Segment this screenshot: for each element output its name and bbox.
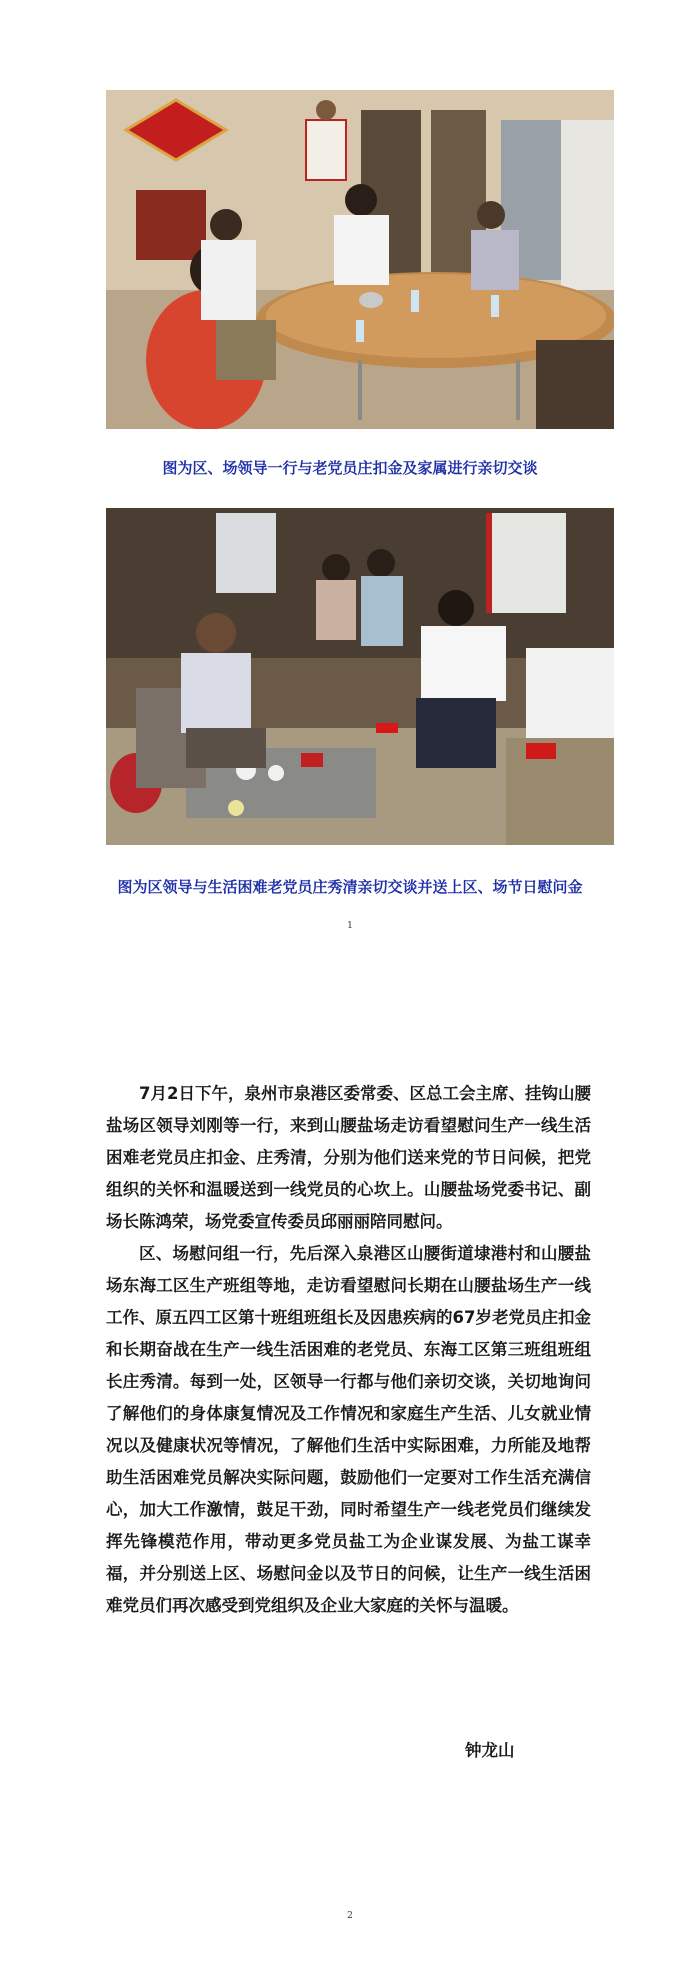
author-signature: 钟龙山 <box>465 1741 515 1760</box>
article-paragraph: 区、场慰问组一行，先后深入泉港区山腰街道埭港村和山腰盐场东海工区生产班组等地，走访看望慰问长期在山腰盐场生产一线工作、原五四工区第十班组班组长及因患疾病的67岁老党员庄扣金和长期奋战在生产一线生活困难的老党员、东海工区第三班组班组长庄秀清。每到一处，区领导一行都与他们亲切交谈，关切地询问了解他们的身体康复情况及工作情况和家庭生产生活、儿女就业情况以及健康状况等情况，了解他们生活中实际困难，力所能及地帮助生活困难党员解决实际问题，鼓励他们一定要对工作生活充满信心，加大工作激情，鼓足干劲，同时希望生产一线老党员们继续发挥先锋模范作用，带动更多党员盐工为企业谋发展、为盐工谋幸福，并分别送上区、场慰问金以及节日的问候，让生产一线生活困难党员们再次感受到党组织及企业大家庭的关怀与温暖。 <box>106 1244 591 1615</box>
page-number: 2 <box>347 1911 353 1921</box>
photo-caption-first: 图为区、场领导一行与老党员庄扣金及家属进行亲切交谈 <box>162 459 538 477</box>
page-number: 1 <box>347 921 353 931</box>
photo-leaders-with-elderly-party-member-and-family-icon <box>106 90 614 429</box>
photo-red-envelope-visit <box>106 508 614 845</box>
article-body <box>106 1078 591 1622</box>
photo-meeting-round-table <box>106 90 614 429</box>
photo-caption-second: 图为区领导与生活困难老党员庄秀清亲切交谈并送上区、场节日慰问金 <box>117 878 583 896</box>
photo-leader-presenting-red-envelope-icon <box>106 508 614 845</box>
article-paragraph: 7月2日下午，泉州市泉港区委常委、区总工会主席、挂钩山腰盐场区领导刘刚等一行，来到山腰盐场走访看望慰问生产一线生活困难老党员庄扣金、庄秀清，分别为他们送来党的节日问候，把党组织的关怀和温暖送到一线党员的心坎上。山腰盐场党委书记、副场长陈鸿荣，场党委宣传委员邱丽丽陪同慰问。 <box>106 1084 591 1231</box>
